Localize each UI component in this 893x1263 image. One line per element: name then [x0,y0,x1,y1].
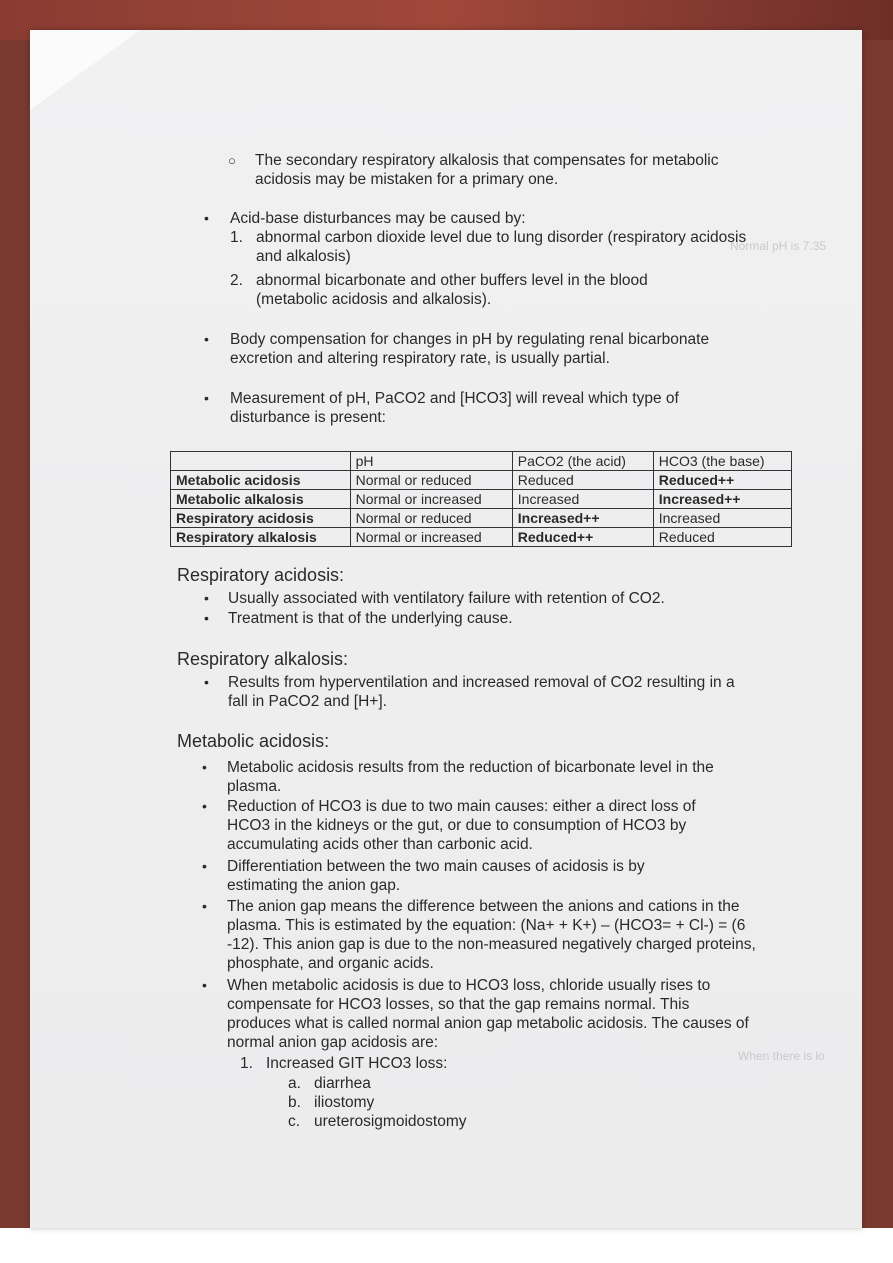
table-row-label: Metabolic acidosis [171,471,351,490]
list-item: When metabolic acidosis is due to HCO3 loss, chloride usually rises to compensate for HCO3 losses, so that the gap remains normal. This produces what is called normal anion gap metabolic acidosis. The causes of normal anion gap acidosis are: [227,977,749,1051]
bottom-margin [0,1228,893,1263]
table-cell: Normal or increased [350,528,512,547]
table-cell: Increased [512,490,653,509]
section-heading: Metabolic acidosis: [177,731,330,751]
causes-lead: Acid-base disturbances may be caused by: [230,210,526,227]
list-item: Results from hyperventilation and increased removal of CO2 resulting in a fall in PaCO2 and [H+]. [228,674,735,710]
table-cell: Increased++ [653,490,791,509]
bullet-icon: • [204,390,209,406]
page-content [30,30,862,1228]
table-cell: Increased [653,509,791,528]
bullet-icon: • [202,759,207,775]
bullet-icon: • [202,898,207,914]
sub-item: iliostomy [314,1094,375,1111]
causes-number-2: 2. [230,272,243,289]
sub-item-letter: b. [288,1094,301,1111]
sub-item: diarrhea [314,1075,371,1092]
bullet-icon: • [204,331,209,347]
table-cell: Reduced [653,528,791,547]
table-row [171,490,792,509]
bullet-icon: • [204,610,209,626]
page-curl [30,30,140,110]
bleed-through-text: When there is lo [738,1049,825,1063]
list-item: Usually associated with ventilatory failure with retention of CO2. [228,590,665,607]
table-row [171,509,792,528]
table-cell: Reduced++ [512,528,653,547]
sub-list-number: 1. [240,1055,253,1072]
section-heading: Respiratory alkalosis: [177,649,349,669]
hollow-bullet-icon: ○ [228,153,236,168]
table-row-label: Respiratory acidosis [171,509,351,528]
section-heading: Respiratory acidosis: [177,565,345,585]
sub-item: ureterosigmoidostomy [314,1113,467,1130]
table-header-row [171,452,792,471]
bullet-icon: • [204,674,209,690]
document-page [30,30,862,1228]
bullet-icon: • [202,977,207,993]
bullet-icon: • [202,858,207,874]
sub-item-letter: c. [288,1113,301,1130]
table-cell: Normal or reduced [350,471,512,490]
list-item: Reduction of HCO3 is due to two main causes: either a direct loss of HCO3 in the kidneys or the gut, or due to consumption of HCO3 by accumulating acids other than carbonic acid. [227,798,696,853]
table-cell: Increased++ [512,509,653,528]
table-cell: Normal or reduced [350,509,512,528]
intro-sub-bullet: The secondary respiratory alkalosis that compensates for metabolic acidosis may be mistaken for a primary one. [255,152,719,188]
table-row [171,528,792,547]
sub-item-letter: a. [288,1075,301,1092]
causes-item: abnormal bicarbonate and other buffers level in the blood (metabolic acidosis and alkalosis). [256,272,648,308]
bleed-through-text: Normal pH is 7.35 [730,239,827,253]
table-row-label: Respiratory alkalosis [171,528,351,547]
list-item: The anion gap means the difference between the anions and cations in the plasma. This is estimated by the equation: (Na+ + K+) – (HCO3= + Cl-) = (6 -12). This anion gap is due to the non-measured negatively charged proteins, phosphate, and organic acids. [227,898,756,972]
acid-base-table [170,451,792,547]
measurement-text: Measurement of pH, PaCO2 and [HCO3] will reveal which type of disturbance is present: [230,390,679,426]
causes-number-1: 1. [230,229,243,246]
compensation-text: Body compensation for changes in pH by regulating renal bicarbonate excretion and altering respiratory rate, is usually partial. [230,331,710,367]
bullet-icon: • [204,210,209,226]
table-header-cell: pH [350,452,512,471]
table-cell: Normal or increased [350,490,512,509]
table-header-cell: HCO3 (the base) [653,452,791,471]
bullet-icon: • [204,590,209,606]
list-item: Treatment is that of the underlying cause. [228,610,513,627]
list-item: Differentiation between the two main causes of acidosis is by estimating the anion gap. [227,858,645,894]
table-cell: Reduced [512,471,653,490]
table-row [171,471,792,490]
causes-item: abnormal carbon dioxide level due to lung disorder (respiratory acidosis and alkalosis) [256,229,747,265]
table-header-cell [171,452,351,471]
table-header-cell: PaCO2 (the acid) [512,452,653,471]
table-row-label: Metabolic alkalosis [171,490,351,509]
list-item: Metabolic acidosis results from the reduction of bicarbonate level in the plasma. [227,759,714,795]
bullet-icon: • [202,798,207,814]
table-cell: Reduced++ [653,471,791,490]
sub-list-title: Increased GIT HCO3 loss: [266,1055,448,1072]
